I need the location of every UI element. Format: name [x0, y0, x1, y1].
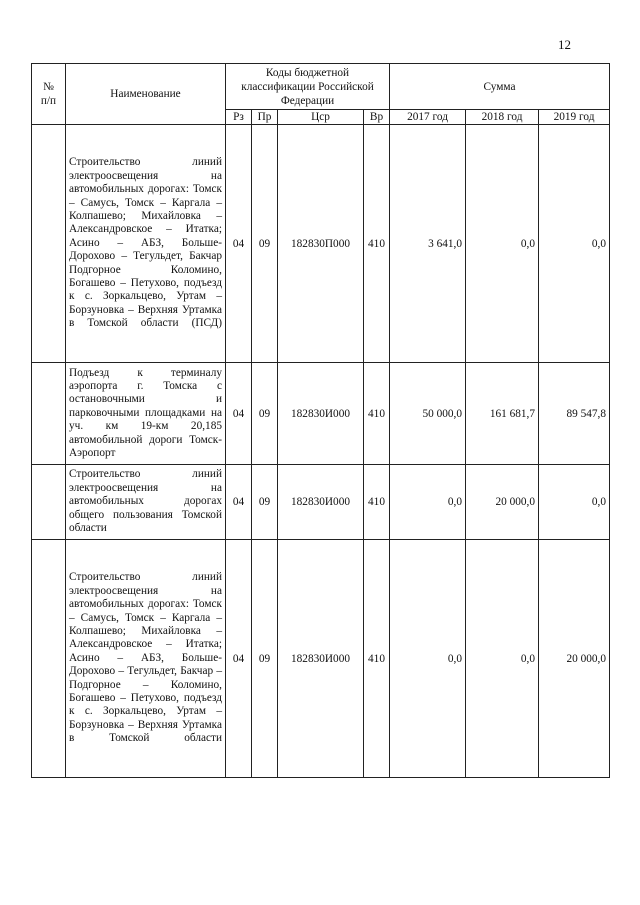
- header-csr: Цср: [278, 110, 364, 125]
- row-num: [32, 540, 66, 778]
- row-pr: 09: [252, 540, 278, 778]
- header-name: Наименование: [66, 64, 226, 125]
- row-2019: 0,0: [539, 125, 610, 363]
- row-vr: 410: [364, 465, 390, 540]
- row-name: Подъезд к терминалу аэропорта г. Томска с остановочными и парковочными площадками на уч. км 19-км 20,185 автомобильной дороги Томск-Аэропорт: [66, 363, 226, 465]
- header-pr: Пр: [252, 110, 278, 125]
- row-name: Строительство линий электроосвещения на автомобильных дорогах общего пользования Томской области: [66, 465, 226, 540]
- row-name: Строительство линий электроосвещения на автомобильных дорогах: Томск – Самусь, Томск – Каргала – Колпашево; Михайловка – Александровское – Итатка; Асино – АБЗ, Больше-Дорохово – Тегульдет, Бакчар – Подгорное – Коломино, Богашево – Петухово, подъезд к с. Зоркальцево, Уртам – Борзуновка – Верхняя Уртамка в Томской области: [66, 540, 226, 778]
- header-vr: Вр: [364, 110, 390, 125]
- row-rz: 04: [226, 125, 252, 363]
- page-number: 12: [558, 37, 571, 52]
- header-num: № п/п: [32, 64, 66, 125]
- row-num: [32, 125, 66, 363]
- row-rz: 04: [226, 465, 252, 540]
- budget-table: [31, 63, 610, 778]
- row-vr: 410: [364, 125, 390, 363]
- row-name: Строительство линий электроосвещения на автомобильных дорогах: Томск – Самусь, Томск – Каргала – Колпашево; Михайловка – Александровское – Итатка; Асино – АБЗ, Больше-Дорохово – Тегульдет, Бакчар Подгорное Коломино, Богашево – Петухово, подъезд к с. Зоркальцево, Уртам – Борзуновка – Верхняя Уртамка в Томской области (ПСД): [66, 125, 226, 363]
- table-row: [32, 125, 610, 363]
- row-2017: 0,0: [390, 540, 466, 778]
- row-2017: 0,0: [390, 465, 466, 540]
- header-rz: Рз: [226, 110, 252, 125]
- row-rz: 04: [226, 363, 252, 465]
- header-2019: 2019 год: [539, 110, 610, 125]
- row-pr: 09: [252, 363, 278, 465]
- header-sum: Сумма: [390, 64, 610, 110]
- row-num: [32, 363, 66, 465]
- row-csr: 182830П000: [278, 125, 364, 363]
- row-2018: 0,0: [466, 540, 539, 778]
- table-row: [32, 540, 610, 778]
- row-csr: 182830И000: [278, 465, 364, 540]
- row-csr: 182830И000: [278, 363, 364, 465]
- row-2017: 50 000,0: [390, 363, 466, 465]
- row-vr: 410: [364, 540, 390, 778]
- table-row: [32, 465, 610, 540]
- row-2018: 20 000,0: [466, 465, 539, 540]
- header-2017: 2017 год: [390, 110, 466, 125]
- row-2017: 3 641,0: [390, 125, 466, 363]
- row-2018: 0,0: [466, 125, 539, 363]
- row-pr: 09: [252, 125, 278, 363]
- row-2018: 161 681,7: [466, 363, 539, 465]
- row-num: [32, 465, 66, 540]
- header-codes: Коды бюджетной классификации Российской Федерации: [226, 64, 390, 110]
- row-pr: 09: [252, 465, 278, 540]
- row-2019: 89 547,8: [539, 363, 610, 465]
- row-2019: 20 000,0: [539, 540, 610, 778]
- row-vr: 410: [364, 363, 390, 465]
- row-csr: 182830И000: [278, 540, 364, 778]
- table-row: [32, 363, 610, 465]
- header-2018: 2018 год: [466, 110, 539, 125]
- row-2019: 0,0: [539, 465, 610, 540]
- row-rz: 04: [226, 540, 252, 778]
